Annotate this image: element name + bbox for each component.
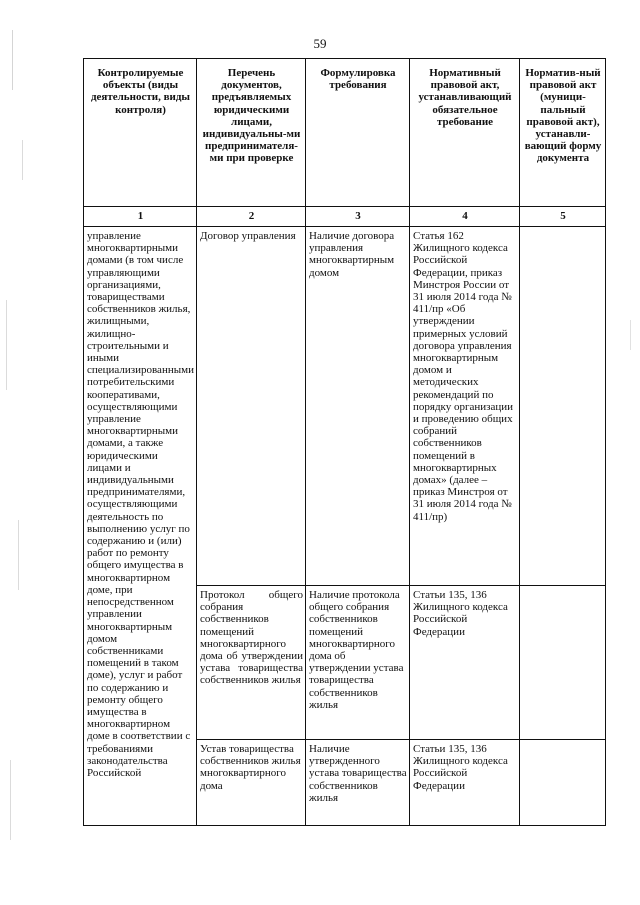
legal-act-cell: Статья 162 Жилищного кодекса Российской Федерации, приказ Минстроя России от 31 июля 2014 года № 411/пр «Об утверждении примерных условий договора управления многоквартирным домом и методических рекомендаций по порядку организации и проведению общих собраний собственников помещений в многоквартирных домах» (далее – приказ Минстроя от 31 июля 2014 года № 411/пр)	[410, 227, 520, 586]
scan-artifact	[22, 140, 23, 180]
column-number: 5	[520, 207, 606, 227]
scan-artifact	[10, 760, 11, 840]
header-legal-act: Нормативный правовой акт, устанавливающий обязательное требование	[410, 59, 520, 207]
document-cell: Протокол общего собрания собственников помещений многоквартирного дома об утверждении устава товарищества собственников жилья	[197, 586, 306, 740]
requirement-cell: Наличие утвержденного устава товарищества собственников жилья	[306, 740, 410, 826]
scan-artifact	[6, 300, 7, 390]
header-row	[84, 59, 606, 207]
column-number: 2	[197, 207, 306, 227]
column-number: 1	[84, 207, 197, 227]
scan-artifact	[18, 520, 19, 590]
column-number-row	[84, 207, 606, 227]
requirements-table	[83, 58, 606, 826]
form-act-cell	[520, 740, 606, 826]
legal-act-cell: Статьи 135, 136 Жилищного кодекса Российской Федерации	[410, 586, 520, 740]
page-number: 59	[313, 36, 327, 51]
header-objects: Контролируемые объекты (виды деятельности, виды контроля)	[84, 59, 197, 207]
requirement-cell: Наличие протокола общего собрания собственников помещений многоквартирного дома об утверждении устава товарищества собственников жилья	[306, 586, 410, 740]
column-number: 3	[306, 207, 410, 227]
document-cell: Договор управления	[197, 227, 306, 586]
document-cell: Устав товарищества собственников жилья многоквартирного дома	[197, 740, 306, 826]
header-form-act: Норматив-ный правовой акт (муници-пальный правовой акт), устанавли-вающий форму документа	[520, 59, 606, 207]
scan-artifact	[12, 30, 13, 90]
header-documents: Перечень документов, предъявляемых юридическими лицами, индивидуальны-ми предпринимателя-ми при проверке	[197, 59, 306, 207]
scan-artifact	[630, 320, 631, 350]
header-requirement: Формулировка требования	[306, 59, 410, 207]
legal-act-cell: Статьи 135, 136 Жилищного кодекса Российской Федерации	[410, 740, 520, 826]
table-row	[84, 227, 606, 586]
form-act-cell	[520, 227, 606, 586]
requirement-cell: Наличие договора управления многоквартирным домом	[306, 227, 410, 586]
column-number: 4	[410, 207, 520, 227]
form-act-cell	[520, 586, 606, 740]
controlled-objects-cell: управление многоквартирными домами (в том числе управляющими организациями, товариществами собственников жилья, жилищными, жилищно-строительными и иными специализированными потребительскими кооперативами, осуществляющими управление многоквартирными домами, а также юридическими лицами и индивидуальными предпринимателями, осуществляющими деятельность по выполнению услуг по содержанию и (или) работ по ремонту общего имущества в многоквартирном доме, при непосредственном управлении многоквартирным домом собственниками помещений в таком доме), услуг и работ по содержанию и ремонту общего имущества в многоквартирном доме в соответствии с требованиями законодательства Российской	[84, 227, 197, 826]
